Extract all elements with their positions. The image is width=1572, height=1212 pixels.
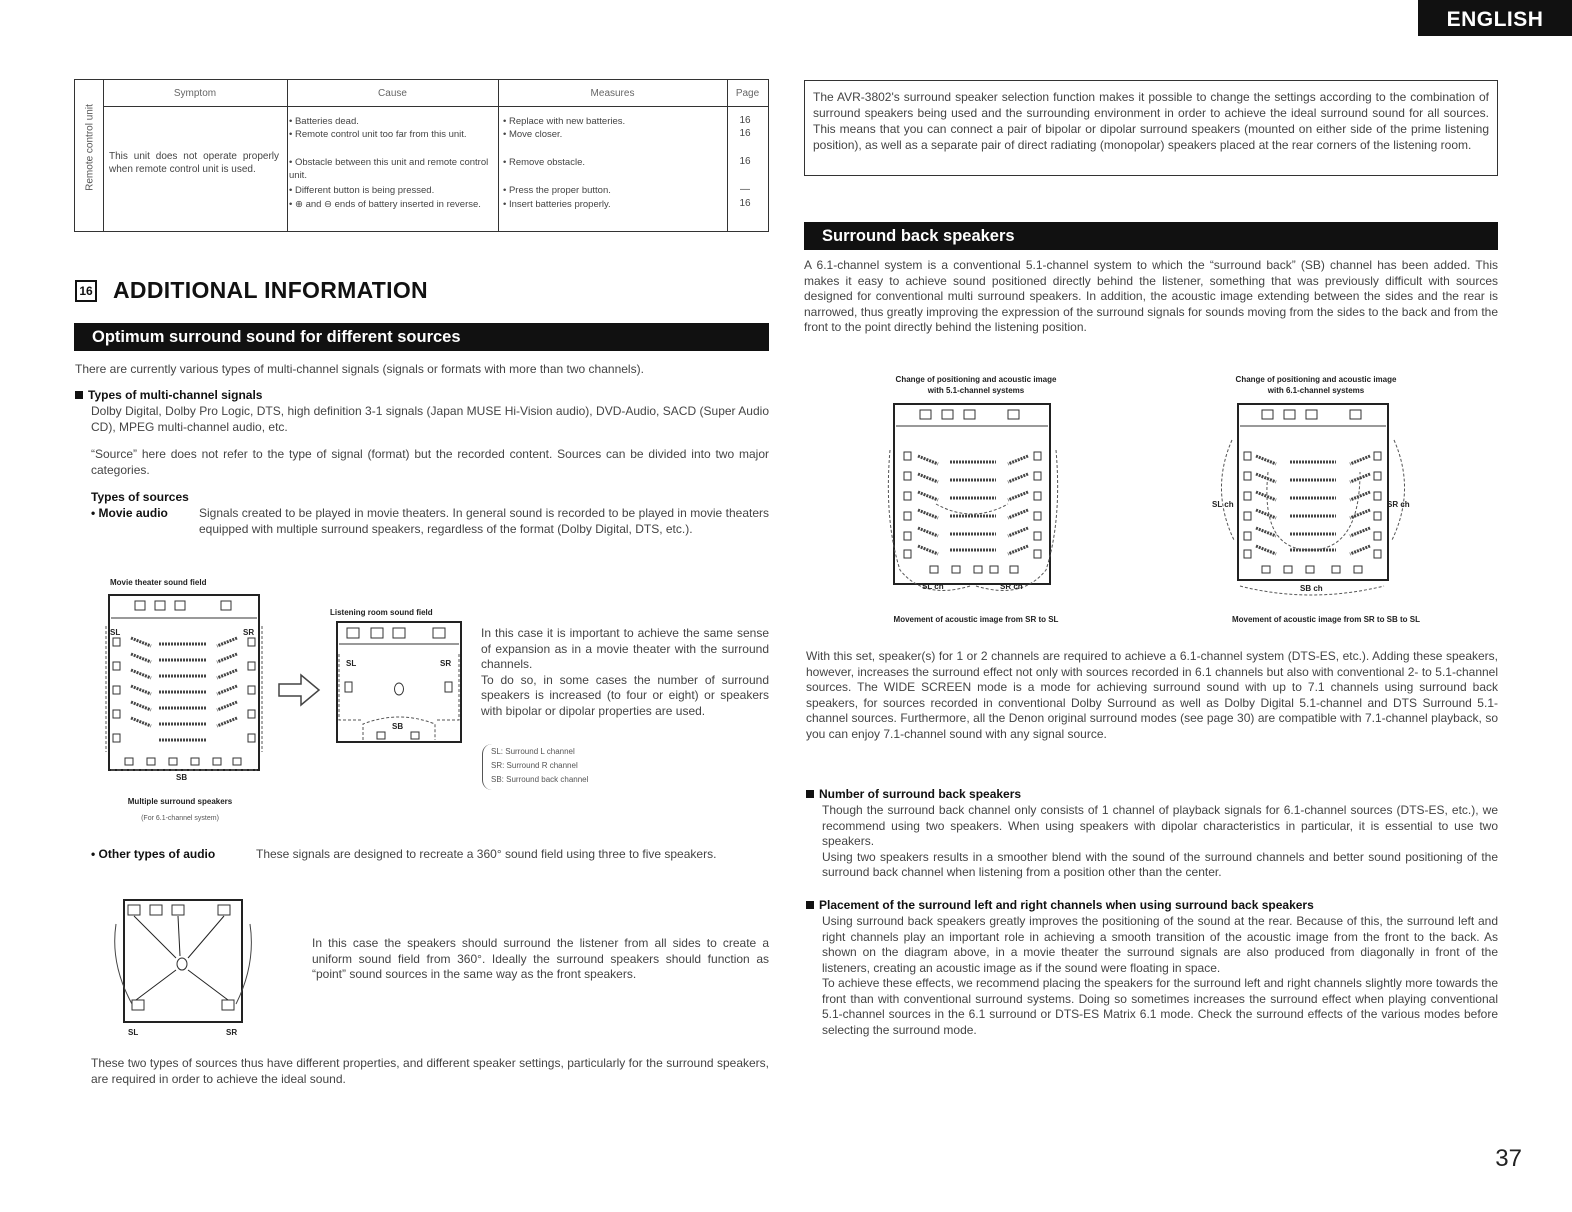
slch-label-right: SL ch xyxy=(1212,500,1234,509)
page-cell: 16 xyxy=(739,128,751,139)
fig1-title: Movie theater sound field xyxy=(110,578,207,587)
measure-cell: • Move closer. xyxy=(503,129,563,140)
header-measures: Measures xyxy=(590,88,635,99)
measure-cell: • Insert batteries properly. xyxy=(503,199,611,210)
header-page: Page xyxy=(735,88,760,99)
fig2-sl-label: SL xyxy=(128,1028,139,1037)
fig1-subcaption: (For 6.1-channel system) xyxy=(141,815,219,822)
section-title: ADDITIONAL INFORMATION xyxy=(113,277,428,303)
intro-text: There are currently various types of multi-channel signals (signals or formats with more than two channels). xyxy=(75,362,644,376)
sbch-label: SB ch xyxy=(1300,584,1323,593)
category-label: Remote control unit xyxy=(84,104,96,191)
page-number: 37 xyxy=(1495,1145,1522,1172)
fig1-caption: Multiple surround speakers xyxy=(127,797,233,806)
slch-label-left: SL ch xyxy=(922,582,944,591)
measure-cell: • Remove obstacle. xyxy=(503,157,586,168)
fig1-sb-label: SB xyxy=(176,773,188,782)
header-symptom: Symptom xyxy=(173,88,217,99)
five-one-diagram xyxy=(880,400,1065,600)
language-tab: ENGLISH xyxy=(1418,0,1572,36)
fig-right-caption: Movement of acoustic image from SR to SB to SL xyxy=(1231,615,1421,624)
fig1-sl-label: SL xyxy=(110,628,121,637)
listening-title: Listening room sound field xyxy=(330,608,433,617)
other-text: These signals are designed to recreate a 360° sound field using three to five speakers. xyxy=(256,847,717,861)
page-cell: 16 xyxy=(739,156,751,167)
page-cell: — xyxy=(740,184,750,195)
movie-text: Signals created to be played in movie theaters. In general sound is recorded to be played in movie theaters equipped with multiple surround speakers, regardless of the format (Dolby Digital, DTS, etc.). xyxy=(199,506,769,536)
measure-cell: • Replace with new batteries. xyxy=(503,116,626,127)
measure-cell: • Press the proper button. xyxy=(503,185,611,196)
surround-back-para2: With this set, speaker(s) for 1 or 2 channels are required to achieve a 6.1-channel system (DTS-ES, etc.). Adding these speakers, however, increases the surround effect not only with sources recorded in 6.1 channels but also with conventional 2- to 5.1-channel sources. The WIDE SCREEN mode is a mode for achieving surround sound with up to 7.1 channels using surround back speakers, for sources recorded in conventional Dolby Surround as well as Dolby Digital 5.1-channel and DTS Surround 5.1-channel sources. Furthermore, all the Denon original surround modes (see page 30) are compatible with 7.1-channel playback, so you can enjoy 7.1-channel sound with any signal source. xyxy=(806,649,1498,741)
fig1-explanation: In this case it is important to achieve the same sense of expansion as in a movie theater with the surround channels. To do so, in some cases the number of surround speakers is increased (to four or eight) or speakers with bipolar or dipolar properties are used. xyxy=(481,626,769,718)
fig-left-caption: Movement of acoustic image from SR to SL xyxy=(893,615,1059,624)
cause-cell: • Different button is being pressed. xyxy=(289,185,435,196)
band-optimum-surround: Optimum surround sound for different sources xyxy=(74,323,769,351)
movie-label: • Movie audio xyxy=(91,506,168,520)
num-heading: Number of surround back speakers xyxy=(806,787,1496,803)
selection-function-box: The AVR-3802's surround speaker selection function makes it possible to change the settings according to the combination of surround speakers being used and the surrounding environment in order to achieve the ideal surround sound for all sources. This means that you can connect a pair of bipolar or dipolar surround speakers (mounted on either side of the prime listening position), as well as a separate pair of direct radiating (monopolar) speakers placed at the rear corners of the listening room. xyxy=(804,80,1498,176)
num-text: Though the surround back channel only consists of 1 channel of playback signals for 6.1-channel sources (DTS-ES, etc.), we recommend using two speakers. When using speakers with dipolar characteristics in particular, it is essential to use two speakers. Using two speakers results in a smoother blend with the sound of the surround channels and better sound positioning of the surround back channel when listening from a position other than the center. xyxy=(822,803,1498,879)
other-label: • Other types of audio xyxy=(91,847,216,861)
cause-cell: • Batteries dead. xyxy=(289,116,359,127)
multi-text: Dolby Digital, Dolby Pro Logic, DTS, high definition 3-1 signals (Japan MUSE Hi-Vision audio), DVD-Audio, SACD (Super Audio CD), MPEG multi-channel audio, etc. xyxy=(91,404,769,434)
srch-label-right: SR ch xyxy=(1387,500,1410,509)
legend-sr: SR: Surround R channel xyxy=(491,761,578,770)
listening-sb-label: SB xyxy=(392,722,404,731)
page-cell: 16 xyxy=(739,115,751,126)
source-text: “Source” here does not refer to the type of signal (format) but the recorded content. Sources can be divided into two major categories. xyxy=(91,447,769,477)
fig-right-title: Change of positioning and acoustic image with 6.1-channel systems xyxy=(1235,375,1397,395)
place-heading: Placement of the surround left and right channels when using surround back speakers xyxy=(806,898,1496,914)
fig2-sr-label: SR xyxy=(226,1028,238,1037)
legend-sl: SL: Surround L channel xyxy=(491,747,575,756)
band-surround-back: Surround back speakers xyxy=(804,222,1498,250)
surround-back-intro: A 6.1-channel system is a conventional 5.1-channel system to which the “surround back” (SB) channel has been added. This makes it easy to achieve sound positioned directly behind the listener, something that was previously difficult with sources designed for conventional multi surround speakers. In addition, the acoustic image extending between the sides and the rear is narrowed, thus greatly improving the expression of the surround signals for sounds moving from the sides to the back and from the front to the point directly behind the listening position. xyxy=(804,258,1498,334)
place-text: Using surround back speakers greatly improves the positioning of the sound at the rear. Because of this, the surround left and right channels play an important role in achieving a smooth transition of the acoustic image from the front to the back. As shown on the diagram above, in a movie theater the surround signals are also produced from diagonally in front of the listeners, creating an acoustic image as if the sound were floating in space. To achieve these effects, we recommend placing the speakers for the surround left and right channels slightly more towards the front than with conventional surround systems. Doing so sometimes increases the surround effect when playing conventional 5.1-channel sources in the 6.1 surround or DTS-ES Matrix 6.1 mode. Check the surround effects of the various modes before selecting the surround mode. xyxy=(822,914,1498,1037)
section-number: 16 xyxy=(75,280,97,302)
srch-label-left: SR ch xyxy=(1000,582,1023,591)
page-cell: 16 xyxy=(739,198,751,209)
fig-left-title: Change of positioning and acoustic image with 5.1-channel systems xyxy=(895,375,1057,395)
header-cause: Cause xyxy=(378,88,407,99)
troubleshooting-table xyxy=(74,79,769,232)
arrow-icon xyxy=(277,672,321,708)
legend-sb: SB: Surround back channel xyxy=(491,775,589,784)
surround-360-diagram xyxy=(114,896,254,1026)
fig2-text: In this case the speakers should surround the listener from all sides to create a uniform sound field from 360°. Ideally the surround speakers should function as “point” sound sources in the same way as the front speakers. xyxy=(312,936,769,981)
cause-cell: • Obstacle between this unit and remote control unit. xyxy=(289,157,489,181)
cause-cell: • Remote control unit too far from this unit. xyxy=(289,129,467,140)
symptom-text: This unit does not operate properly when remote control unit is used. xyxy=(109,151,279,175)
movie-theater-diagram xyxy=(103,592,265,774)
conclusion-text: These two types of sources thus have different properties, and different speaker settings, particularly for the surround speakers, are required in order to achieve the ideal sound. xyxy=(91,1056,769,1086)
fig1-sr-label: SR xyxy=(243,628,255,637)
multi-heading: Types of multi-channel signals xyxy=(75,388,475,404)
listening-sl-label: SL xyxy=(346,659,357,668)
sources-heading: Types of sources xyxy=(91,490,189,504)
cause-cell: • ⊕ and ⊖ ends of battery inserted in reverse. xyxy=(289,199,481,210)
listening-sr-label: SR xyxy=(440,659,452,668)
